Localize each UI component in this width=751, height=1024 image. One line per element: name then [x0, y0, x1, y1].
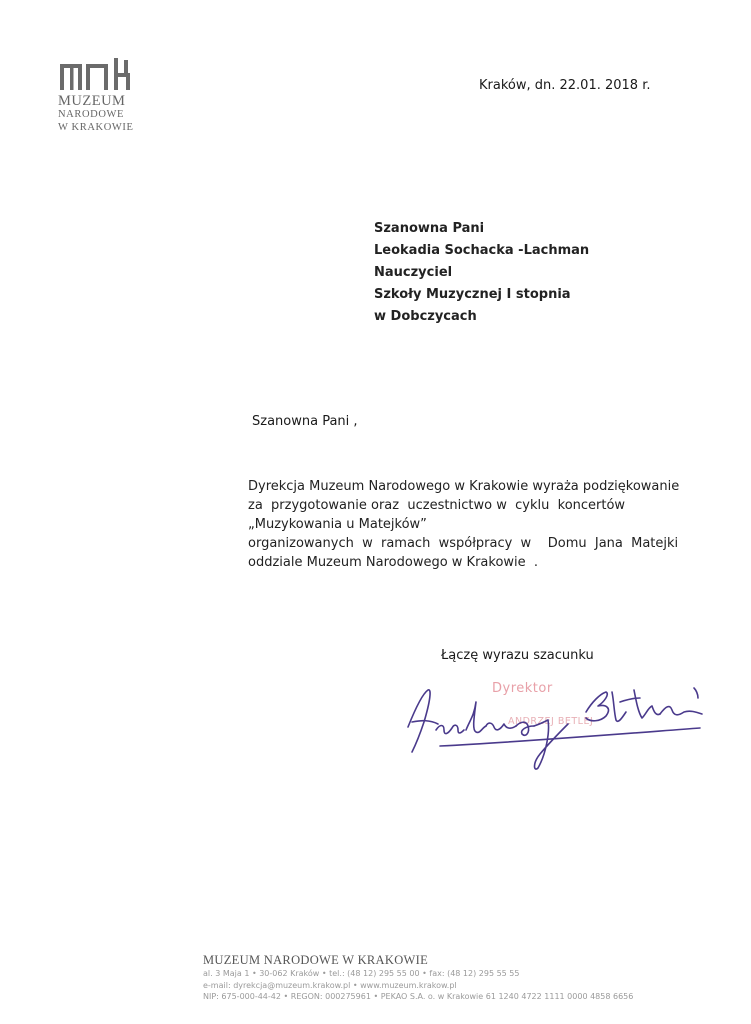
- recipient-block: [374, 218, 589, 328]
- signature-icon: [400, 672, 710, 772]
- salutation: Szanowna Pani ,: [252, 414, 358, 429]
- logo-text-muzeum: MUZEUM: [58, 93, 126, 109]
- stamp-title: Dyrektor: [492, 681, 553, 696]
- footer-address: al. 3 Maja 1 • 30-062 Kraków • tel.: (48 12) 295 55 00 • fax: (48 12) 295 55 55: [203, 969, 520, 978]
- logo-text-narodowe: NARODOWE: [58, 109, 125, 120]
- museum-logo: [58, 56, 148, 134]
- mnk-monogram-icon: [58, 56, 138, 92]
- body-line: za przygotowanie oraz uczestnictwo w cyklu koncertów: [248, 498, 626, 513]
- recipient-line: w Dobczycach: [374, 309, 477, 324]
- body-line: Dyrekcja Muzeum Narodowego w Krakowie wyraża podziękowanie: [248, 479, 680, 494]
- footer-contact: e-mail: dyrekcja@muzeum.krakow.pl • www.muzeum.krakow.pl: [203, 980, 457, 990]
- recipient-line: Nauczyciel: [374, 265, 453, 280]
- closing-phrase: Łączę wyrazu szacunku: [441, 648, 594, 663]
- body-line: organizowanych w ramach współpracy w Domu Jana Matejki: [248, 536, 679, 551]
- logo-text-w-krakowie: W KRAKOWIE: [58, 122, 134, 133]
- recipient-line: Szanowna Pani: [374, 221, 485, 236]
- footer-registry: NIP: 675-000-44-42 • REGON: 000275961 • PEKAO S.A. o. w Krakowie 61 1240 4722 1111 0000 4858 6656: [203, 992, 634, 1001]
- letter-body: [248, 477, 679, 572]
- footer: [203, 952, 634, 1003]
- footer-title: MUZEUM NARODOWE W KRAKOWIE: [203, 953, 429, 967]
- recipient-line: Szkoły Muzycznej I stopnia: [374, 287, 571, 302]
- stamp-name: ANDRZEJ BETLEJ: [508, 716, 594, 727]
- letter-date: Kraków, dn. 22.01. 2018 r.: [479, 78, 651, 93]
- body-line: oddziale Muzeum Narodowego w Krakowie .: [248, 555, 539, 570]
- body-line: „Muzykowania u Matejków”: [248, 517, 427, 532]
- recipient-line: Leokadia Sochacka -Lachman: [374, 243, 590, 258]
